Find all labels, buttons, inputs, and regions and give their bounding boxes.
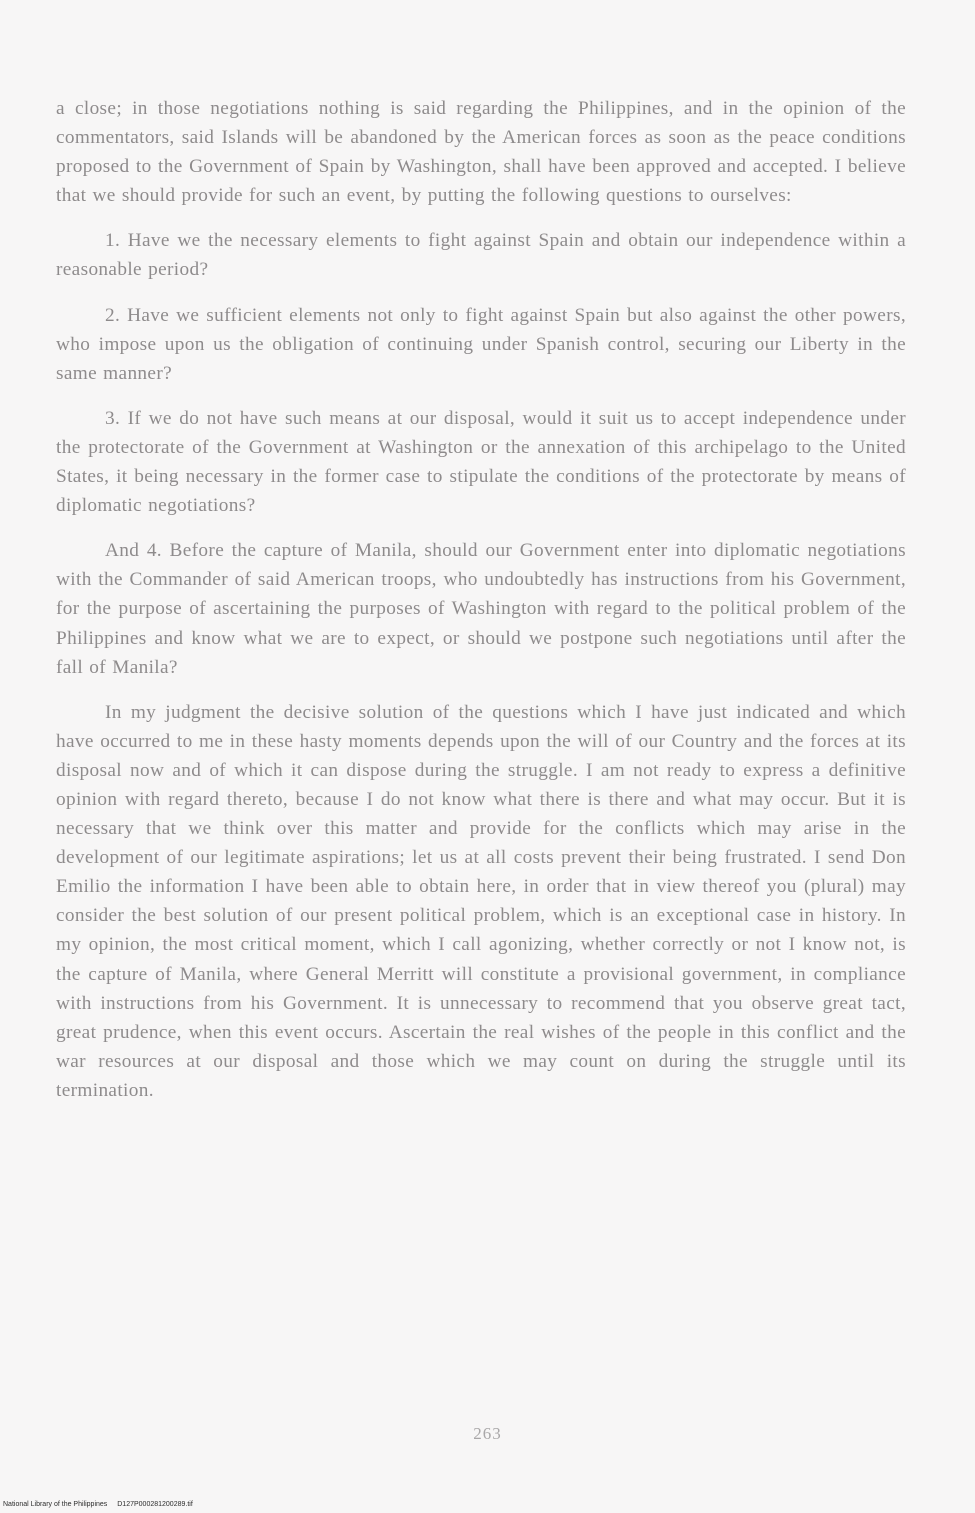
- paragraph-question-2: 2. Have we sufficient elements not only to fight against Spain but also against the other powers, who impose upon us the obligation of continuing under Spanish control, securing our Liberty in the same manner?: [56, 304, 906, 384]
- paragraph-question-3: 3. If we do not have such means at our disposal, would it suit us to accept independence under the protectorate of the Government at Washington or the annexation of this archipelago to the United States, it being necessary in the former case to stipulate the conditions of the protectorate by means of diplomatic negotiations?: [56, 407, 906, 517]
- paragraph-question-4: And 4. Before the capture of Manila, should our Government enter into diplomatic negotiations with the Commander of said American troops, who undoubtedly has instructions from his Government, for the purpose of ascertaining the purposes of Washington with regard to the political problem of the Philippines and know what we are to expect, or should we postpone such negotiations until after the fall of Manila?: [56, 540, 906, 678]
- document-body: [56, 94, 906, 1121]
- footer-library: National Library of the Philippines: [3, 1501, 108, 1508]
- archive-footer: [3, 1501, 193, 1508]
- paragraph-judgment: In my judgment the decisive solution of the questions which I have just indicated and which have occurred to me in these hasty moments depends upon the will of our Country and the forces at its disposal now and of which it can dispose during the struggle. I am not ready to express a definitive opinion with regard thereto, because I do not know what there is there and what may occur. But it is necessary that we think over this matter and provide for the conflicts which may arise in the development of our legitimate aspirations; let us at all costs prevent their being frustrated. I send Don Emilio the information I have been able to obtain here, in order that in view thereof you (plural) may consider the best solution of our present political problem, which is an exceptional case in history. In my opinion, the most critical moment, which I call agonizing, whether correctly or not I know not, is the capture of Manila, where General Merritt will constitute a provisional government, in compliance with instructions from his Government. It is unnecessary to recommend that you observe great tact, great prudence, when this event occurs. Ascertain the real wishes of the people in this conflict and the war resources at our disposal and those which we may count on during the struggle until its termination.: [56, 701, 906, 1101]
- paragraph-continuation: a close; in those negotiations nothing is said regarding the Philippines, and in the opinion of the commentators, said Islands will be abandoned by the American forces as soon as the peace conditions proposed to the Government of Spain by Washington, shall have been approved and accepted. I believe that we should provide for such an event, by putting the following questions to ourselves:: [56, 98, 906, 207]
- footer-identifier: D127P000281200289.tif: [117, 1501, 193, 1508]
- page-number: 263: [473, 1424, 502, 1443]
- paragraph-question-1: 1. Have we the necessary elements to fight against Spain and obtain our independence within a reasonable period?: [56, 230, 906, 281]
